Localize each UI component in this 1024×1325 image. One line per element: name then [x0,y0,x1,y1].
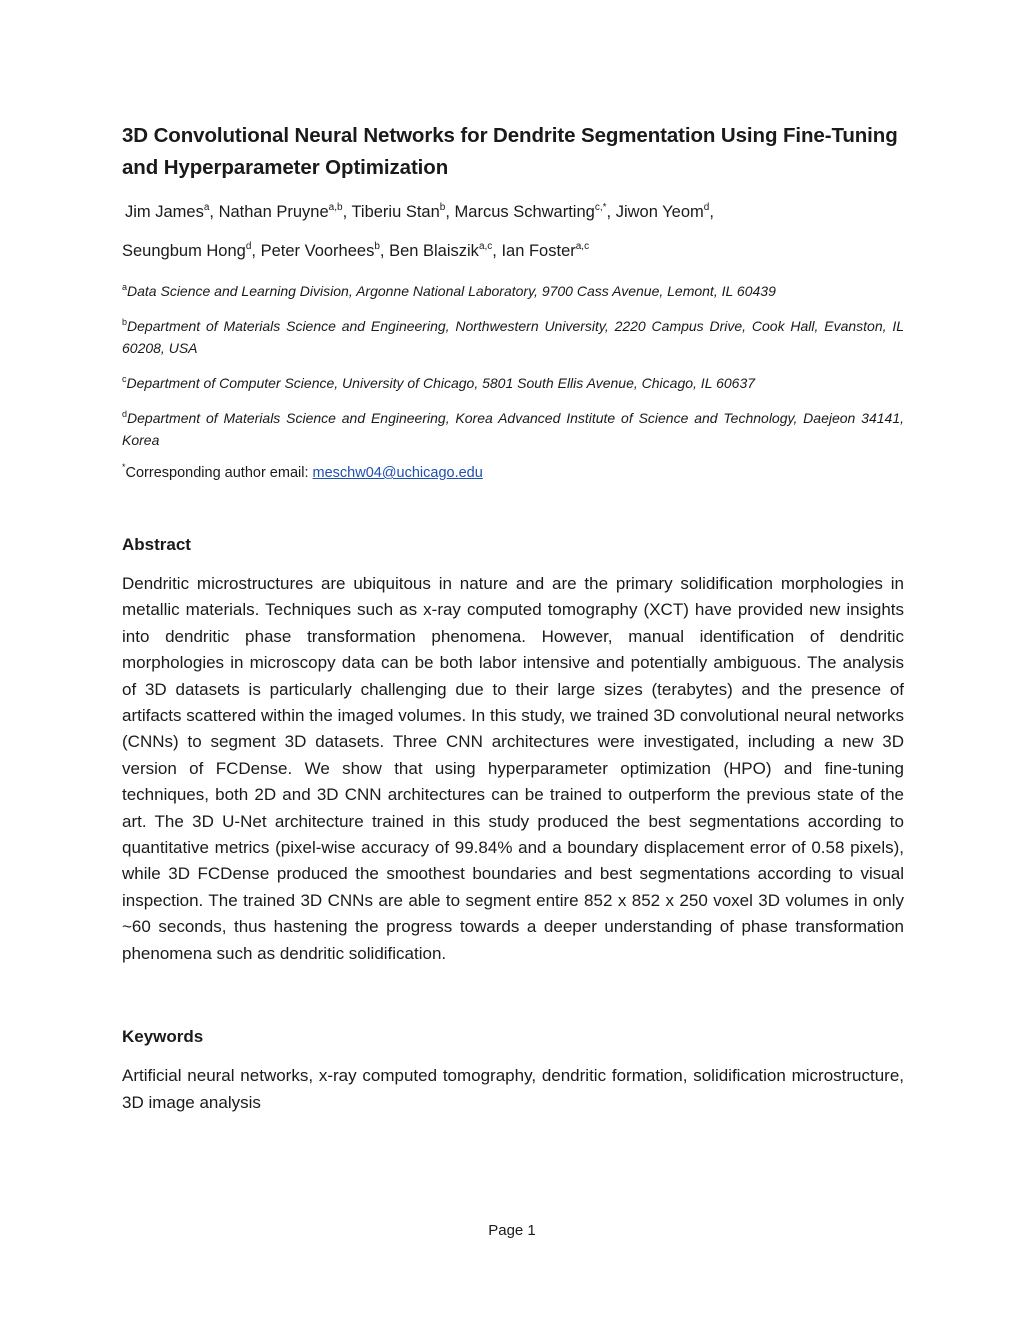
author-name: Marcus Schwarting [454,203,595,221]
affiliation-mark: d [122,409,128,419]
author-name: Ben Blaiszik [389,242,479,260]
keywords-heading: Keywords [122,1027,204,1047]
affiliation-a [122,280,904,302]
author-name: Nathan Pruyne [218,203,329,221]
affiliation-c [122,372,904,394]
author-name: Seungbum Hong [122,242,246,260]
abstract-text: Dendritic microstructures are ubiquitous in nature and are the primary solidification morphologies in metallic materials. Techniques such as x-ray computed tomography (XCT) have provided new insights into dendritic phase transformation phenomena. However, manual identification of dendritic morphologies in microscopy data can be both labor intensive and potentially ambiguous. The analysis of 3D datasets is particularly challenging due to their large sizes (terabytes) and the presence of artifacts scattered within the imaged volumes. In this study, we trained 3D convolutional neural networks (CNNs) to segment 3D datasets. Three CNN architectures were investigated, including a new 3D version of FCDense. We show that using hyperparameter optimization (HPO) and fine-tuning techniques, both 2D and 3D CNN architectures can be trained to outperform the previous state of the art. The 3D U-Net architecture trained in this study produced the best segmentations according to quantitative metrics (pixel-wise accuracy of 99.84% and a boundary displacement error of 0.58 pixels), while 3D FCDense produced the smoothest boundaries and best segmentations according to visual inspection. The trained 3D CNNs are able to segment entire 852 x 852 x 250 voxel 3D volumes in only ~60 seconds, thus hastening the progress towards a deeper understanding of phase transformation phenomena such as dendritic solidification. [122,574,904,963]
author-affiliation-mark: d [703,202,710,213]
author-name: Peter Voorhees [260,242,375,260]
author-affiliation-mark: c,* [594,202,607,213]
author-affiliation-mark: a,b [328,202,343,213]
affiliation-text: Data Science and Learning Division, Argonne National Laboratory, 9700 Cass Avenue, Lemont, IL 60439 [127,283,776,299]
corresponding-mark: * [122,462,126,472]
abstract-heading: Abstract [122,535,191,554]
author-affiliation-mark: b [439,202,446,213]
paper-page [122,120,904,1116]
corresponding-author [122,462,904,484]
author-affiliation-mark: a [203,202,210,213]
affiliation-mark: a [122,282,128,292]
affiliation-text: Department of Materials Science and Engineering, Northwestern University, 2220 Campus Drive, Cook Hall, Evanston, IL 60208, USA [122,318,904,356]
author-affiliation-mark: a,c [575,241,590,252]
affiliation-b [122,315,904,359]
author-line-2: Seungbum Hong$^d$, Peter Voorhees$^b$, Ben Blaiszik$^{a,c}$, Ian Foster$^{a,c}$ [122,241,590,260]
author-affiliation-mark: a,c [478,241,493,252]
keywords-text: Artificial neural networks, x-ray computed tomography, dendritic formation, solidification microstructure, 3D image analysis [122,1066,904,1112]
author-list [122,202,904,261]
author-name: Jim James [125,203,204,221]
author-name: Tiberiu Stan [351,203,440,221]
author-affiliation-mark: d [245,241,252,252]
author-name: Ian Foster [501,242,576,260]
affiliation-d [122,407,904,451]
affiliation-text: Department of Materials Science and Engineering, Korea Advanced Institute of Science and Technology, Daejeon 34141, Korea [122,410,904,448]
corresponding-email-link[interactable]: meschw04@uchicago.edu [312,465,483,481]
affiliation-text: Department of Computer Science, University of Chicago, 5801 South Ellis Avenue, Chicago, IL 60637 [126,375,756,391]
corresponding-label: Corresponding author email: [125,465,313,481]
affiliation-mark: b [122,317,128,327]
affiliation-mark: c [122,374,127,384]
paper-title: 3D Convolutional Neural Networks for Dendrite Segmentation Using Fine-Tuning and Hyperparameter Optimization [122,124,898,179]
page-number: Page 1 [488,1222,536,1239]
author-line-1: Jim James$^a$, Nathan Pruyne$^{a,b}$, Tiberiu Stan$^b$, Marcus Schwarting$^{c,*}$, Jiwon Yeom$^d$, [125,202,714,221]
author-name: Jiwon Yeom [615,203,704,221]
author-affiliation-mark: b [374,241,380,252]
